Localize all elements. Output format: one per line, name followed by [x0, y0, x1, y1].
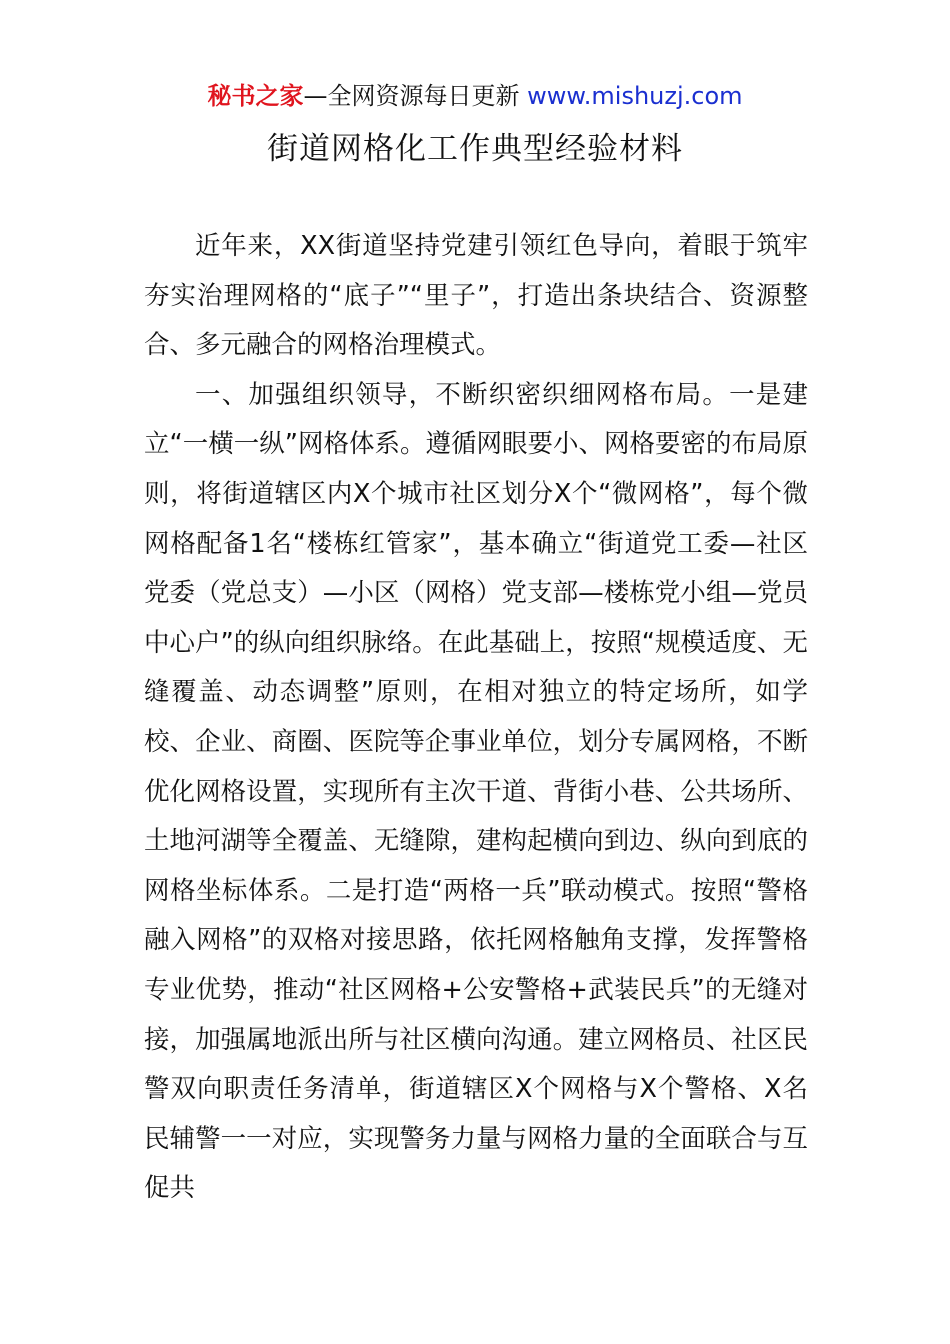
watermark-header [0, 80, 950, 112]
document-title: 街道网格化工作典型经验材料 [267, 131, 683, 167]
paragraph-section-one: 一、加强组织领导，不断织密织细网格布局。一是建立“一横一纵”网格体系。遵循网眼要小、网格要密的布局原则，将街道辖区内X个城市社区划分X个“微网格”，每个微网格配备1名“楼栋红管家”，基本确立“街道党工委—社区党委（党总支）—小区（网格）党支部—楼栋党小组—党员中心户”的纵向组织脉络。在此基础上，按照“规模适度、无缝覆盖、动态调整”原则，在相对独立的特定场所，如学校、企业、商圈、医院等企事业单位，划分专属网格，不断优化网格设置，实现所有主次干道、背街小巷、公共场所、土地河湖等全覆盖、无缝隙，建构起横向到边、纵向到底的网格坐标体系。二是打造“两格一兵”联动模式。按照“警格融入网格”的双格对接思路，依托网格触角支撑，发挥警格专业优势，推动“社区网格+公安警格+武装民兵”的无缝对接，加强属地派出所与社区横向沟通。建立网格员、社区民警双向职责任务清单，街道辖区X个网格与X个警格、X名民辅警一一对应，实现警务力量与网格力量的全面联合与互促共 [144, 379, 808, 1204]
header-tagline: —全网资源每日更新 [303, 82, 520, 110]
brand-name: 秘书之家 [207, 82, 304, 110]
document-body [144, 222, 808, 1214]
paragraph-intro: 近年来，XX街道坚持党建引领红色导向，着眼于筑牢夯实治理网格的“底子”“里子”，打造出条块结合、资源整合、多元融合的网格治理模式。 [144, 231, 808, 361]
site-url-link[interactable]: www.mishuzj.com [527, 82, 743, 110]
